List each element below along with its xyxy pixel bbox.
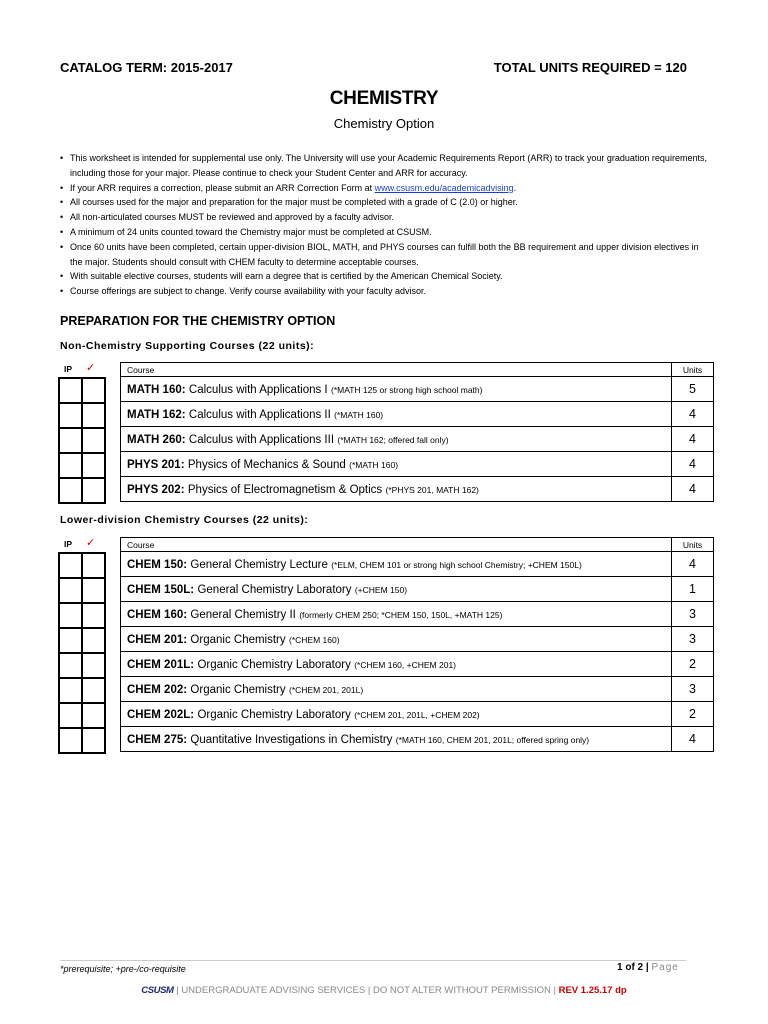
page-number	[617, 962, 679, 973]
course-code: CHEM 202L:	[127, 709, 195, 721]
lower-chem-course-table	[120, 537, 714, 752]
checkbox-row	[59, 378, 105, 403]
in-progress-checkbox[interactable]	[59, 578, 82, 603]
course-name: Organic Chemistry	[190, 684, 286, 696]
course-name: General Chemistry Lecture	[190, 559, 328, 571]
in-progress-checkbox[interactable]	[59, 628, 82, 653]
course-requisite-note: (*ELM, CHEM 101 or strong high school Chemistry; +CHEM 150L)	[331, 560, 582, 570]
completed-checkbox[interactable]	[82, 578, 105, 603]
course-name: Calculus with Applications III	[188, 434, 335, 446]
course-name: Organic Chemistry Laboratory	[197, 659, 351, 671]
course-name: Physics of Electromagnetism & Optics	[187, 484, 383, 496]
course-units: 3	[672, 602, 714, 627]
completed-checkbox[interactable]	[82, 428, 105, 453]
completed-checkbox[interactable]	[82, 403, 105, 428]
course-requisite-note: (*PHYS 201, MATH 162)	[385, 485, 479, 495]
course-requisite-note: (*MATH 125 or strong high school math)	[330, 385, 483, 395]
lower-chem-checkbox-grid	[58, 552, 106, 754]
page-word: Page	[651, 962, 679, 973]
course-column-header: Course	[121, 363, 672, 377]
course-name: General Chemistry II	[190, 609, 296, 621]
course-code: CHEM 150L:	[127, 584, 195, 596]
course-code: CHEM 275:	[127, 734, 188, 746]
checkbox-row	[59, 553, 105, 578]
checkbox-row	[59, 703, 105, 728]
course-name: Quantitative Investigations in Chemistry	[190, 734, 393, 746]
course-row	[121, 627, 714, 652]
course-requisite-note: (*MATH 160)	[349, 460, 399, 470]
course-code: PHYS 202:	[127, 484, 185, 496]
course-cell	[121, 602, 672, 627]
bullet-item	[60, 181, 710, 196]
course-row	[121, 677, 714, 702]
footer-divider	[60, 960, 686, 961]
course-row	[121, 477, 714, 502]
table-header-row	[121, 363, 714, 377]
non-chem-course-table	[120, 362, 714, 502]
bullet-text: .	[513, 182, 517, 193]
course-name: Physics of Mechanics & Sound	[187, 459, 346, 471]
course-requisite-note: (*MATH 162; offered fall only)	[337, 435, 449, 445]
completed-checkbox[interactable]	[82, 378, 105, 403]
course-units: 1	[672, 577, 714, 602]
course-cell	[121, 552, 672, 577]
course-row	[121, 427, 714, 452]
course-row	[121, 577, 714, 602]
course-name: Organic Chemistry	[190, 634, 286, 646]
bullet-item: • A minimum of 24 units counted toward the Chemistry major must be completed at CSUSM.	[60, 225, 710, 240]
course-row	[121, 402, 714, 427]
checkbox-row	[59, 628, 105, 653]
course-units: 2	[672, 652, 714, 677]
course-cell	[121, 577, 672, 602]
course-cell	[121, 627, 672, 652]
ip-column-header: IP	[64, 539, 73, 549]
bullet-item: • This worksheet is intended for supplemental use only. The University will use your Academic Requirements Report (ARR) to track your graduation requirements, including those for your major. Please continue to check your Student Center and ARR for accuracy.	[60, 151, 710, 181]
in-progress-checkbox[interactable]	[59, 603, 82, 628]
bullet-item: • Course offerings are subject to change. Verify course availability with your faculty advisor.	[60, 284, 710, 299]
non-chem-courses-title: Non-Chemistry Supporting Courses (22 units):	[60, 340, 315, 352]
completed-checkbox[interactable]	[82, 553, 105, 578]
course-cell	[121, 402, 672, 427]
course-requisite-note: (*MATH 160)	[334, 410, 384, 420]
course-units: 4	[672, 427, 714, 452]
course-cell	[121, 677, 672, 702]
checkbox-row	[59, 728, 105, 753]
in-progress-checkbox[interactable]	[59, 378, 82, 403]
course-units: 4	[672, 477, 714, 502]
course-name: Organic Chemistry Laboratory	[197, 709, 351, 721]
prerequisite-legend: *prerequisite; +pre-/co-requisite	[60, 964, 186, 974]
course-code: CHEM 201:	[127, 634, 188, 646]
bullet-item: • All non-articulated courses MUST be reviewed and approved by a faculty advisor.	[60, 210, 710, 225]
in-progress-checkbox[interactable]	[59, 653, 82, 678]
course-units: 3	[672, 627, 714, 652]
course-code: CHEM 201L:	[127, 659, 195, 671]
academic-advising-link[interactable]: www.csusm.edu/academicadvising	[374, 182, 514, 193]
course-cell	[121, 652, 672, 677]
ip-column-header: IP	[64, 364, 73, 374]
course-units: 4	[672, 552, 714, 577]
course-code: PHYS 201:	[127, 459, 185, 471]
course-row	[121, 702, 714, 727]
completed-checkbox[interactable]	[82, 478, 105, 503]
course-code: CHEM 150:	[127, 559, 188, 571]
total-units-required: TOTAL UNITS REQUIRED = 120	[493, 60, 687, 75]
lower-chem-courses-title: Lower-division Chemistry Courses (22 units):	[60, 514, 309, 526]
course-requisite-note: (*MATH 160, CHEM 201, 201L; offered spring only)	[395, 735, 590, 745]
course-cell	[121, 452, 672, 477]
course-code: CHEM 202:	[127, 684, 188, 696]
course-requisite-note: (*CHEM 201, 201L)	[288, 685, 364, 695]
course-name: Calculus with Applications I	[188, 384, 328, 396]
checkbox-row	[59, 428, 105, 453]
checkbox-row	[59, 403, 105, 428]
units-column-header: Units	[672, 363, 714, 377]
course-requisite-note: (*CHEM 201, 201L, +CHEM 202)	[354, 710, 480, 720]
bullet-item: • All courses used for the major and preparation for the major must be completed with a grade of C (2.0) or higher.	[60, 195, 710, 210]
course-requisite-note: (+CHEM 150)	[354, 585, 408, 595]
course-units: 4	[672, 402, 714, 427]
units-column-header: Units	[672, 538, 714, 552]
course-code: CHEM 160:	[127, 609, 188, 621]
checkbox-row	[59, 653, 105, 678]
course-units: 4	[672, 727, 714, 752]
completed-checkbox[interactable]	[82, 728, 105, 753]
non-chem-checkbox-grid	[58, 377, 106, 504]
bullet-item: • With suitable elective courses, students will earn a degree that is certified by the American Chemical Society.	[60, 269, 710, 284]
checkmark-icon: ✓	[86, 362, 96, 374]
completed-checkbox[interactable]	[82, 653, 105, 678]
course-units: 5	[672, 377, 714, 402]
completed-checkbox[interactable]	[82, 603, 105, 628]
in-progress-checkbox[interactable]	[59, 453, 82, 478]
course-row	[121, 452, 714, 477]
course-code: MATH 260:	[127, 434, 186, 446]
checkbox-row	[59, 603, 105, 628]
footer-banner	[0, 985, 768, 996]
completed-checkbox[interactable]	[82, 628, 105, 653]
course-units: 2	[672, 702, 714, 727]
course-cell	[121, 477, 672, 502]
course-units: 4	[672, 452, 714, 477]
course-requisite-note: (*CHEM 160)	[288, 635, 340, 645]
course-code: MATH 160:	[127, 384, 186, 396]
table-header-row	[121, 538, 714, 552]
info-bullet-list	[60, 151, 710, 299]
checkbox-row	[59, 678, 105, 703]
bullet-item: • Once 60 units have been completed, certain upper-division BIOL, MATH, and PHYS courses can fulfill both the BB requirement and upper division electives in the major. Students should consult with CHEM faculty to determine acceptable courses.	[60, 240, 710, 270]
course-name: General Chemistry Laboratory	[197, 584, 352, 596]
course-requisite-note: (formerly CHEM 250; *CHEM 150, 150L, +MATH 125)	[299, 610, 503, 620]
completed-checkbox[interactable]	[82, 453, 105, 478]
page-title: CHEMISTRY	[329, 88, 439, 109]
course-row	[121, 377, 714, 402]
footer-notice: | UNDERGRADUATE ADVISING SERVICES | DO NOT ALTER WITHOUT PERMISSION |	[173, 985, 559, 996]
checkmark-icon: ✓	[86, 537, 96, 549]
in-progress-checkbox[interactable]	[59, 728, 82, 753]
course-requisite-note: (*CHEM 160, +CHEM 201)	[354, 660, 456, 670]
page-separator: |	[643, 962, 652, 973]
course-units: 3	[672, 677, 714, 702]
course-column-header: Course	[121, 538, 672, 552]
course-cell	[121, 377, 672, 402]
csusm-logo: CSUSM	[141, 985, 174, 996]
in-progress-checkbox[interactable]	[59, 428, 82, 453]
completed-checkbox[interactable]	[82, 703, 105, 728]
revision-label: REV 1.25.17 dp	[558, 985, 627, 996]
checkbox-row	[59, 478, 105, 503]
page-count: 1 of 2	[617, 962, 644, 973]
course-cell	[121, 727, 672, 752]
course-row	[121, 602, 714, 627]
in-progress-checkbox[interactable]	[59, 678, 82, 703]
in-progress-checkbox[interactable]	[59, 478, 82, 503]
bullet-text: If your ARR requires a correction, please submit an ARR Correction Form at	[70, 182, 375, 193]
in-progress-checkbox[interactable]	[59, 403, 82, 428]
course-row	[121, 552, 714, 577]
course-cell	[121, 427, 672, 452]
in-progress-checkbox[interactable]	[59, 553, 82, 578]
course-row	[121, 652, 714, 677]
completed-checkbox[interactable]	[82, 678, 105, 703]
header-row	[60, 60, 687, 75]
course-name: Calculus with Applications II	[188, 409, 331, 421]
checkbox-row	[59, 578, 105, 603]
checkbox-row	[59, 453, 105, 478]
page-subtitle: Chemistry Option	[333, 116, 435, 131]
course-cell	[121, 702, 672, 727]
catalog-term: CATALOG TERM: 2015-2017	[60, 60, 233, 75]
preparation-section-title: PREPARATION FOR THE CHEMISTRY OPTION	[60, 314, 336, 328]
course-row	[121, 727, 714, 752]
course-code: MATH 162:	[127, 409, 186, 421]
in-progress-checkbox[interactable]	[59, 703, 82, 728]
